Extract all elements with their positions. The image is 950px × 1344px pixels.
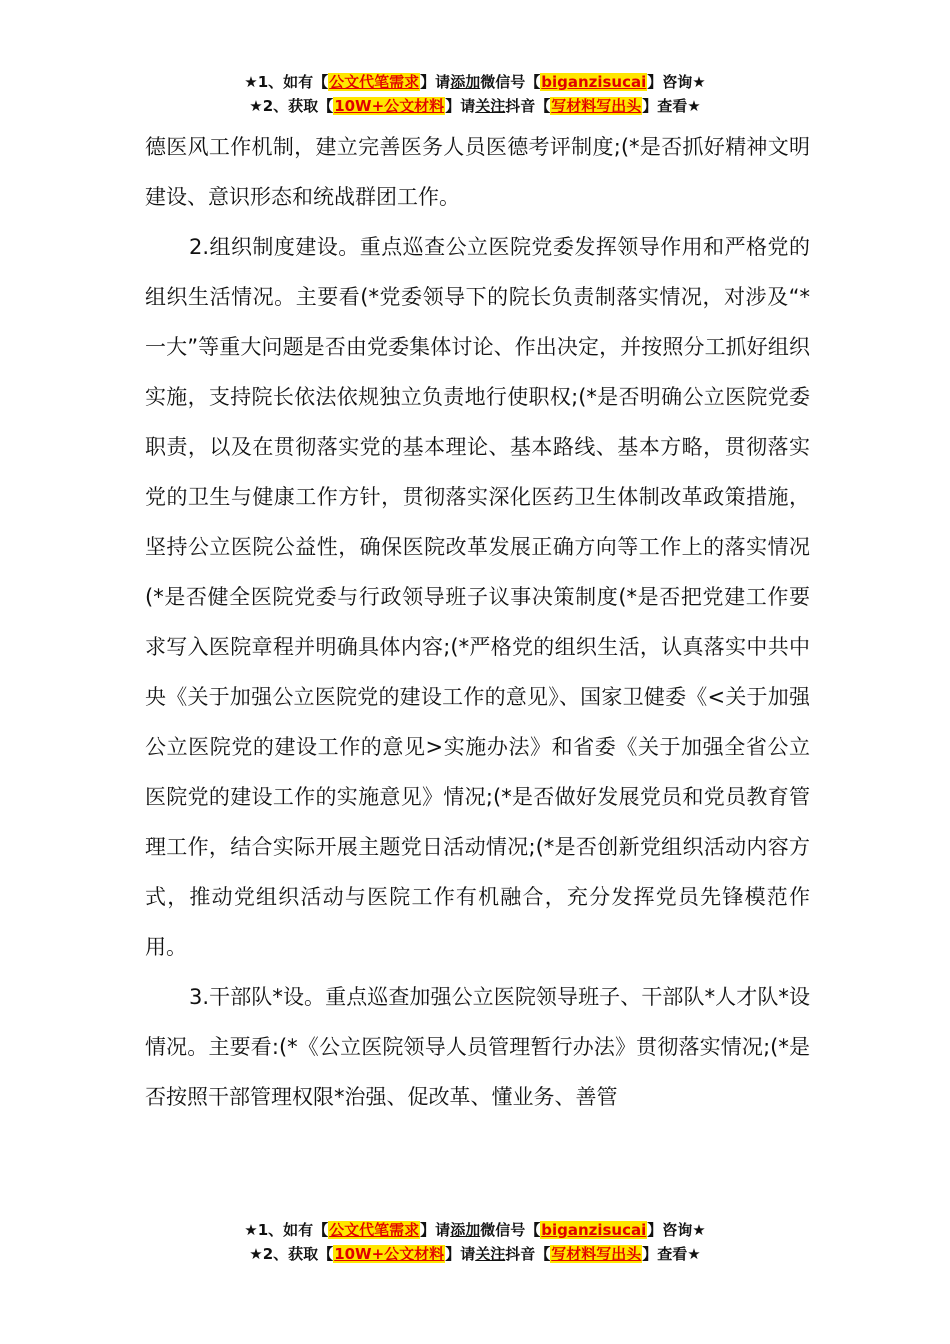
highlight-douyin: 写材料写出头 [551, 97, 642, 115]
highlight-materials: 10W+公文材料 [334, 97, 445, 115]
highlight-ghostwriting: 公文代笔需求 [329, 1221, 420, 1239]
paragraph-1: 德医风工作机制，建立完善医务人员医德考评制度;(*是否抓好精神文明建设、意识形态和统战群团工作。 [145, 135, 810, 209]
paragraph-3: 3.干部队*设。重点巡查加强公立医院领导班子、干部队*人才队*设情况。主要看:(*《公立医院领导人员管理暂行办法》贯彻落实情况;(*是否按照干部管理权限*治强、促改革、懂业务、善管 [145, 985, 810, 1109]
banner-line-2: ★2、获取【10W+公文材料】请关注抖音【写材料写出头】查看★ [249, 1245, 701, 1263]
banner-line-1: ★1、如有【公文代笔需求】请添加微信号【biganzisucai】咨询★ [244, 1221, 706, 1239]
highlight-materials: 10W+公文材料 [334, 1245, 445, 1263]
highlight-ghostwriting: 公文代笔需求 [329, 73, 420, 91]
header-banner [0, 70, 950, 118]
banner-line-2: ★2、获取【10W+公文材料】请关注抖音【写材料写出头】查看★ [249, 97, 701, 115]
banner-line-1: ★1、如有【公文代笔需求】请添加微信号【biganzisucai】咨询★ [244, 73, 706, 91]
footer-banner [0, 1218, 950, 1266]
document-body [145, 122, 810, 1122]
highlight-wechat-id: biganzisucai [541, 73, 647, 91]
highlight-wechat-id: biganzisucai [541, 1221, 647, 1239]
highlight-douyin: 写材料写出头 [551, 1245, 642, 1263]
paragraph-2: 2.组织制度建设。重点巡查公立医院党委发挥领导作用和严格党的组织生活情况。主要看(*党委领导下的院长负责制落实情况，对涉及“*一大”等重大问题是否由党委集体讨论、作出决定，并按照分工抓好组织实施，支持院长依法依规独立负责地行使职权;(*是否明确公立医院党委职责，以及在贯彻落实党的基本理论、基本路线、基本方略，贯彻落实党的卫生与健康工作方针，贯彻落实深化医药卫生体制改革政策措施，坚持公立医院公益性，确保医院改革发展正确方向等工作上的落实情况(*是否健全医院党委与行政领导班子议事决策制度(*是否把党建工作要求写入医院章程并明确具体内容;(*严格党的组织生活，认真落实中共中央《关于加强公立医院党的建设工作的意见》、国家卫健委《<关于加强公立医院党的建设工作的意见>实施办法》和省委《关于加强全省公立医院党的建设工作的实施意见》情况;(*是否做好发展党员和党员教育管理工作，结合实际开展主题党日活动情况;(*是否创新党组织活动内容方式，推动党组织活动与医院工作有机融合，充分发挥党员先锋模范作用。 [145, 235, 810, 959]
